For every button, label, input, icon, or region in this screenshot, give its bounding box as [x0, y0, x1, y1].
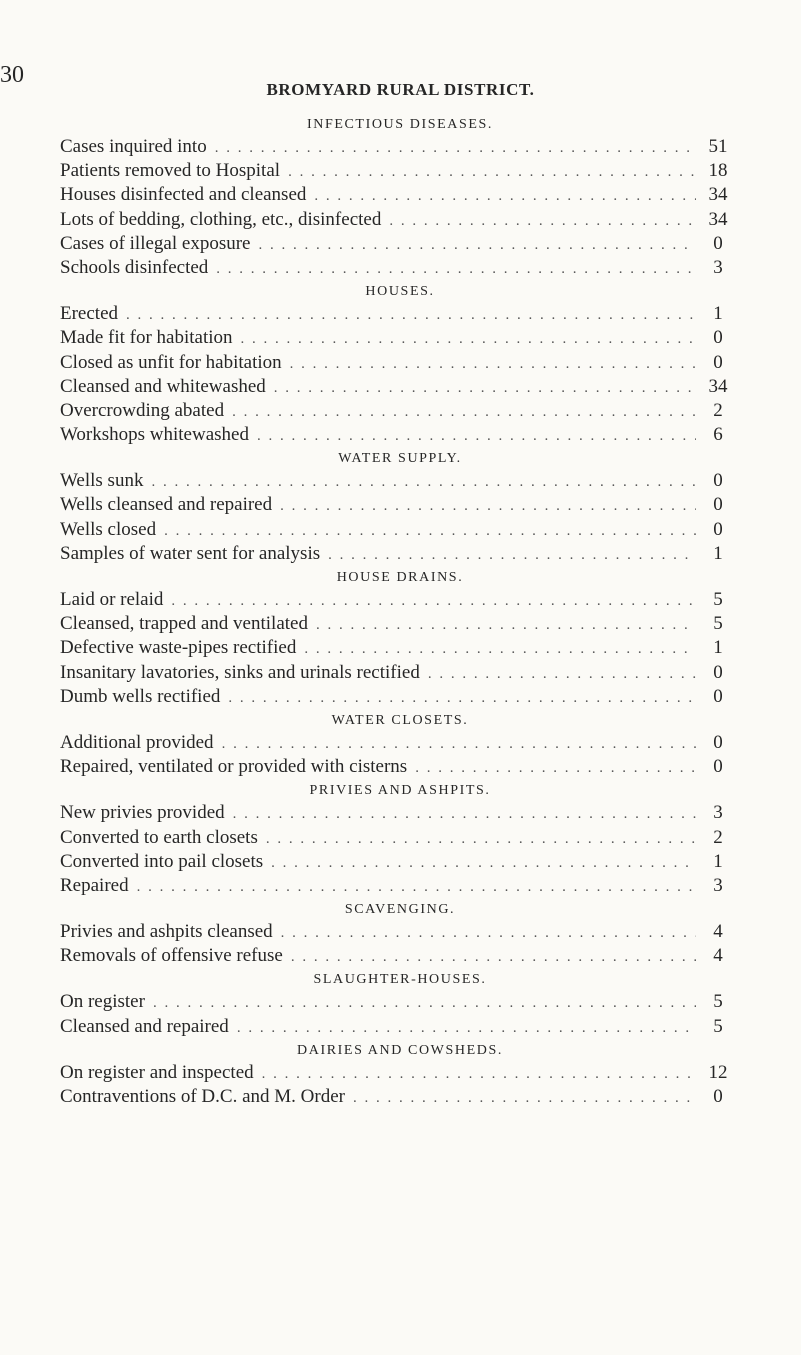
row-value: 51 [708, 136, 728, 157]
table-row [60, 135, 740, 159]
table-row [60, 612, 740, 636]
dot-leader [306, 184, 696, 208]
row-value: 0 [713, 685, 723, 707]
table-row [60, 1015, 740, 1039]
row-value: 0 [713, 518, 723, 540]
row-label: Defective waste-pipes rectified [60, 637, 297, 659]
table-row [60, 302, 740, 326]
row-label: Converted into pail closets [60, 850, 264, 872]
dot-leader [407, 756, 696, 780]
table-row [60, 1085, 740, 1109]
row-label: Repaired [60, 874, 129, 896]
dot-leader [225, 802, 696, 826]
row-value: 1 [713, 637, 723, 659]
table-row [60, 493, 740, 517]
table-row [60, 351, 740, 375]
row-label: Houses disinfected and cleansed [60, 184, 307, 206]
table-row [60, 542, 740, 566]
report-table [60, 116, 740, 1109]
dot-leader [233, 327, 696, 351]
dot-leader [381, 209, 696, 233]
dot-leader [296, 637, 696, 661]
row-value: 0 [713, 1086, 723, 1107]
row-label: On register and inspected [60, 1061, 254, 1083]
row-label: Wells cleansed and repaired [60, 494, 273, 516]
table-row [60, 256, 740, 280]
table-row [60, 661, 740, 685]
dot-leader [320, 543, 696, 567]
row-label: Cleansed and repaired [60, 1015, 229, 1037]
table-row [60, 375, 740, 399]
dot-leader [273, 921, 696, 945]
row-value: 3 [713, 874, 723, 896]
table-row [60, 755, 740, 779]
table-row [60, 850, 740, 874]
section-heading: DAIRIES AND COWSHEDS. [297, 1042, 503, 1058]
row-label: Wells sunk [60, 470, 144, 492]
row-label: Closed as unfit for habitation [60, 351, 282, 373]
row-value: 3 [713, 802, 723, 824]
row-value: 18 [708, 160, 728, 182]
dot-leader [266, 376, 696, 400]
table-row [60, 208, 740, 232]
row-value: 0 [713, 327, 723, 349]
table-row [60, 920, 740, 944]
row-value: 0 [713, 731, 723, 753]
row-value: 0 [713, 351, 723, 373]
row-label: Cases of illegal exposure [60, 232, 251, 254]
row-value: 0 [713, 756, 723, 778]
row-label: Overcrowding abated [60, 399, 225, 421]
row-label: Schools disinfected [60, 256, 209, 278]
dot-leader [208, 257, 696, 281]
dot-leader [224, 400, 696, 424]
row-value: 0 [713, 470, 723, 492]
row-label: Dumb wells rectified [60, 685, 221, 707]
dot-leader [156, 519, 696, 543]
table-row [60, 874, 740, 898]
dot-leader [229, 1016, 696, 1040]
section-heading: HOUSE DRAINS. [336, 570, 464, 585]
page-number: 30 [0, 62, 24, 88]
dot-leader [143, 470, 696, 494]
row-label: Patients removed to Hospital [60, 160, 281, 182]
table-row [60, 944, 740, 968]
row-label: Samples of water sent for analysis [60, 542, 321, 564]
row-label: Insanitary lavatories, sinks and urinals rectified [60, 661, 420, 683]
table-row [60, 232, 740, 256]
dot-leader [263, 851, 696, 875]
dot-leader [214, 732, 696, 756]
dot-leader [272, 494, 696, 518]
row-value: 12 [708, 1061, 728, 1083]
dot-leader [129, 875, 696, 899]
row-value: 0 [713, 232, 723, 254]
dot-leader [118, 303, 696, 327]
row-value: 34 [708, 375, 728, 397]
table-row [60, 183, 740, 207]
dot-leader [283, 945, 696, 969]
dot-leader [220, 686, 696, 710]
row-label: Cleansed, trapped and ventilated [60, 613, 308, 635]
row-label: Contraventions of D.C. and M. Order [60, 1086, 345, 1107]
section-heading: SCAVENGING. [344, 902, 456, 918]
table-row [60, 326, 740, 350]
table-row [60, 731, 740, 755]
table-row [60, 826, 740, 850]
dot-leader [258, 827, 696, 851]
section-heading: INFECTIOUS DISEASES. [306, 117, 493, 132]
table-row [60, 399, 740, 423]
dot-leader [345, 1086, 696, 1110]
row-value: 4 [713, 921, 723, 943]
row-label: Wells closed [60, 518, 157, 540]
section-heading: WATER CLOSETS. [331, 712, 469, 728]
row-value: 1 [713, 542, 723, 564]
running-head: BROMYARD RURAL DISTRICT. [266, 80, 535, 99]
dot-leader [249, 424, 696, 448]
section-heading: WATER SUPPLY. [338, 451, 462, 467]
row-value: 4 [713, 945, 723, 967]
row-label: New privies provided [60, 802, 225, 824]
row-label: Removals of offensive refuse [60, 945, 283, 967]
table-row [60, 469, 740, 493]
row-label: Repaired, ventilated or provided with cisterns [60, 756, 408, 778]
dot-leader [280, 160, 696, 184]
table-row [60, 518, 740, 542]
row-value: 5 [713, 613, 723, 635]
table-row [60, 990, 740, 1014]
row-label: Privies and ashpits cleansed [60, 921, 273, 943]
row-label: Cleansed and whitewashed [60, 375, 266, 397]
row-value: 0 [713, 494, 723, 516]
row-value: 1 [713, 303, 723, 325]
table-row [60, 588, 740, 612]
dot-leader [145, 991, 696, 1015]
row-label: Made fit for habitation [60, 327, 233, 349]
row-value: 2 [713, 399, 723, 421]
dot-leader [250, 233, 696, 257]
row-label: Cases inquired into [60, 136, 207, 157]
row-value: 5 [713, 991, 723, 1013]
row-label: Converted to earth closets [60, 826, 258, 848]
row-value: 1 [713, 850, 723, 872]
row-value: 6 [713, 424, 723, 446]
row-value: 5 [713, 1015, 723, 1037]
row-label: Additional provided [60, 731, 214, 753]
table-row [60, 685, 740, 709]
row-label: Workshops whitewashed [60, 424, 249, 446]
row-label: Laid or relaid [60, 589, 164, 610]
section-heading: HOUSES. [365, 284, 435, 300]
dot-leader [163, 589, 696, 613]
row-value: 34 [708, 208, 728, 230]
dot-leader [420, 662, 696, 686]
dot-leader [207, 136, 696, 160]
dot-leader [254, 1062, 696, 1086]
row-value: 2 [713, 826, 723, 848]
row-label: Erected [60, 303, 119, 325]
section-heading: PRIVIES AND ASHPITS. [309, 783, 491, 799]
row-value: 3 [713, 256, 723, 278]
table-row [60, 159, 740, 183]
row-label: Lots of bedding, clothing, etc., disinfected [60, 208, 382, 230]
row-value: 34 [708, 184, 728, 206]
table-row [60, 423, 740, 447]
row-value: 5 [713, 589, 723, 610]
table-row [60, 636, 740, 660]
table-row [60, 801, 740, 825]
section-heading: SLAUGHTER-HOUSES. [313, 972, 487, 988]
dot-leader [282, 352, 696, 376]
row-value: 0 [713, 661, 723, 683]
dot-leader [308, 613, 696, 637]
row-label: On register [60, 991, 145, 1013]
table-row [60, 1061, 740, 1085]
